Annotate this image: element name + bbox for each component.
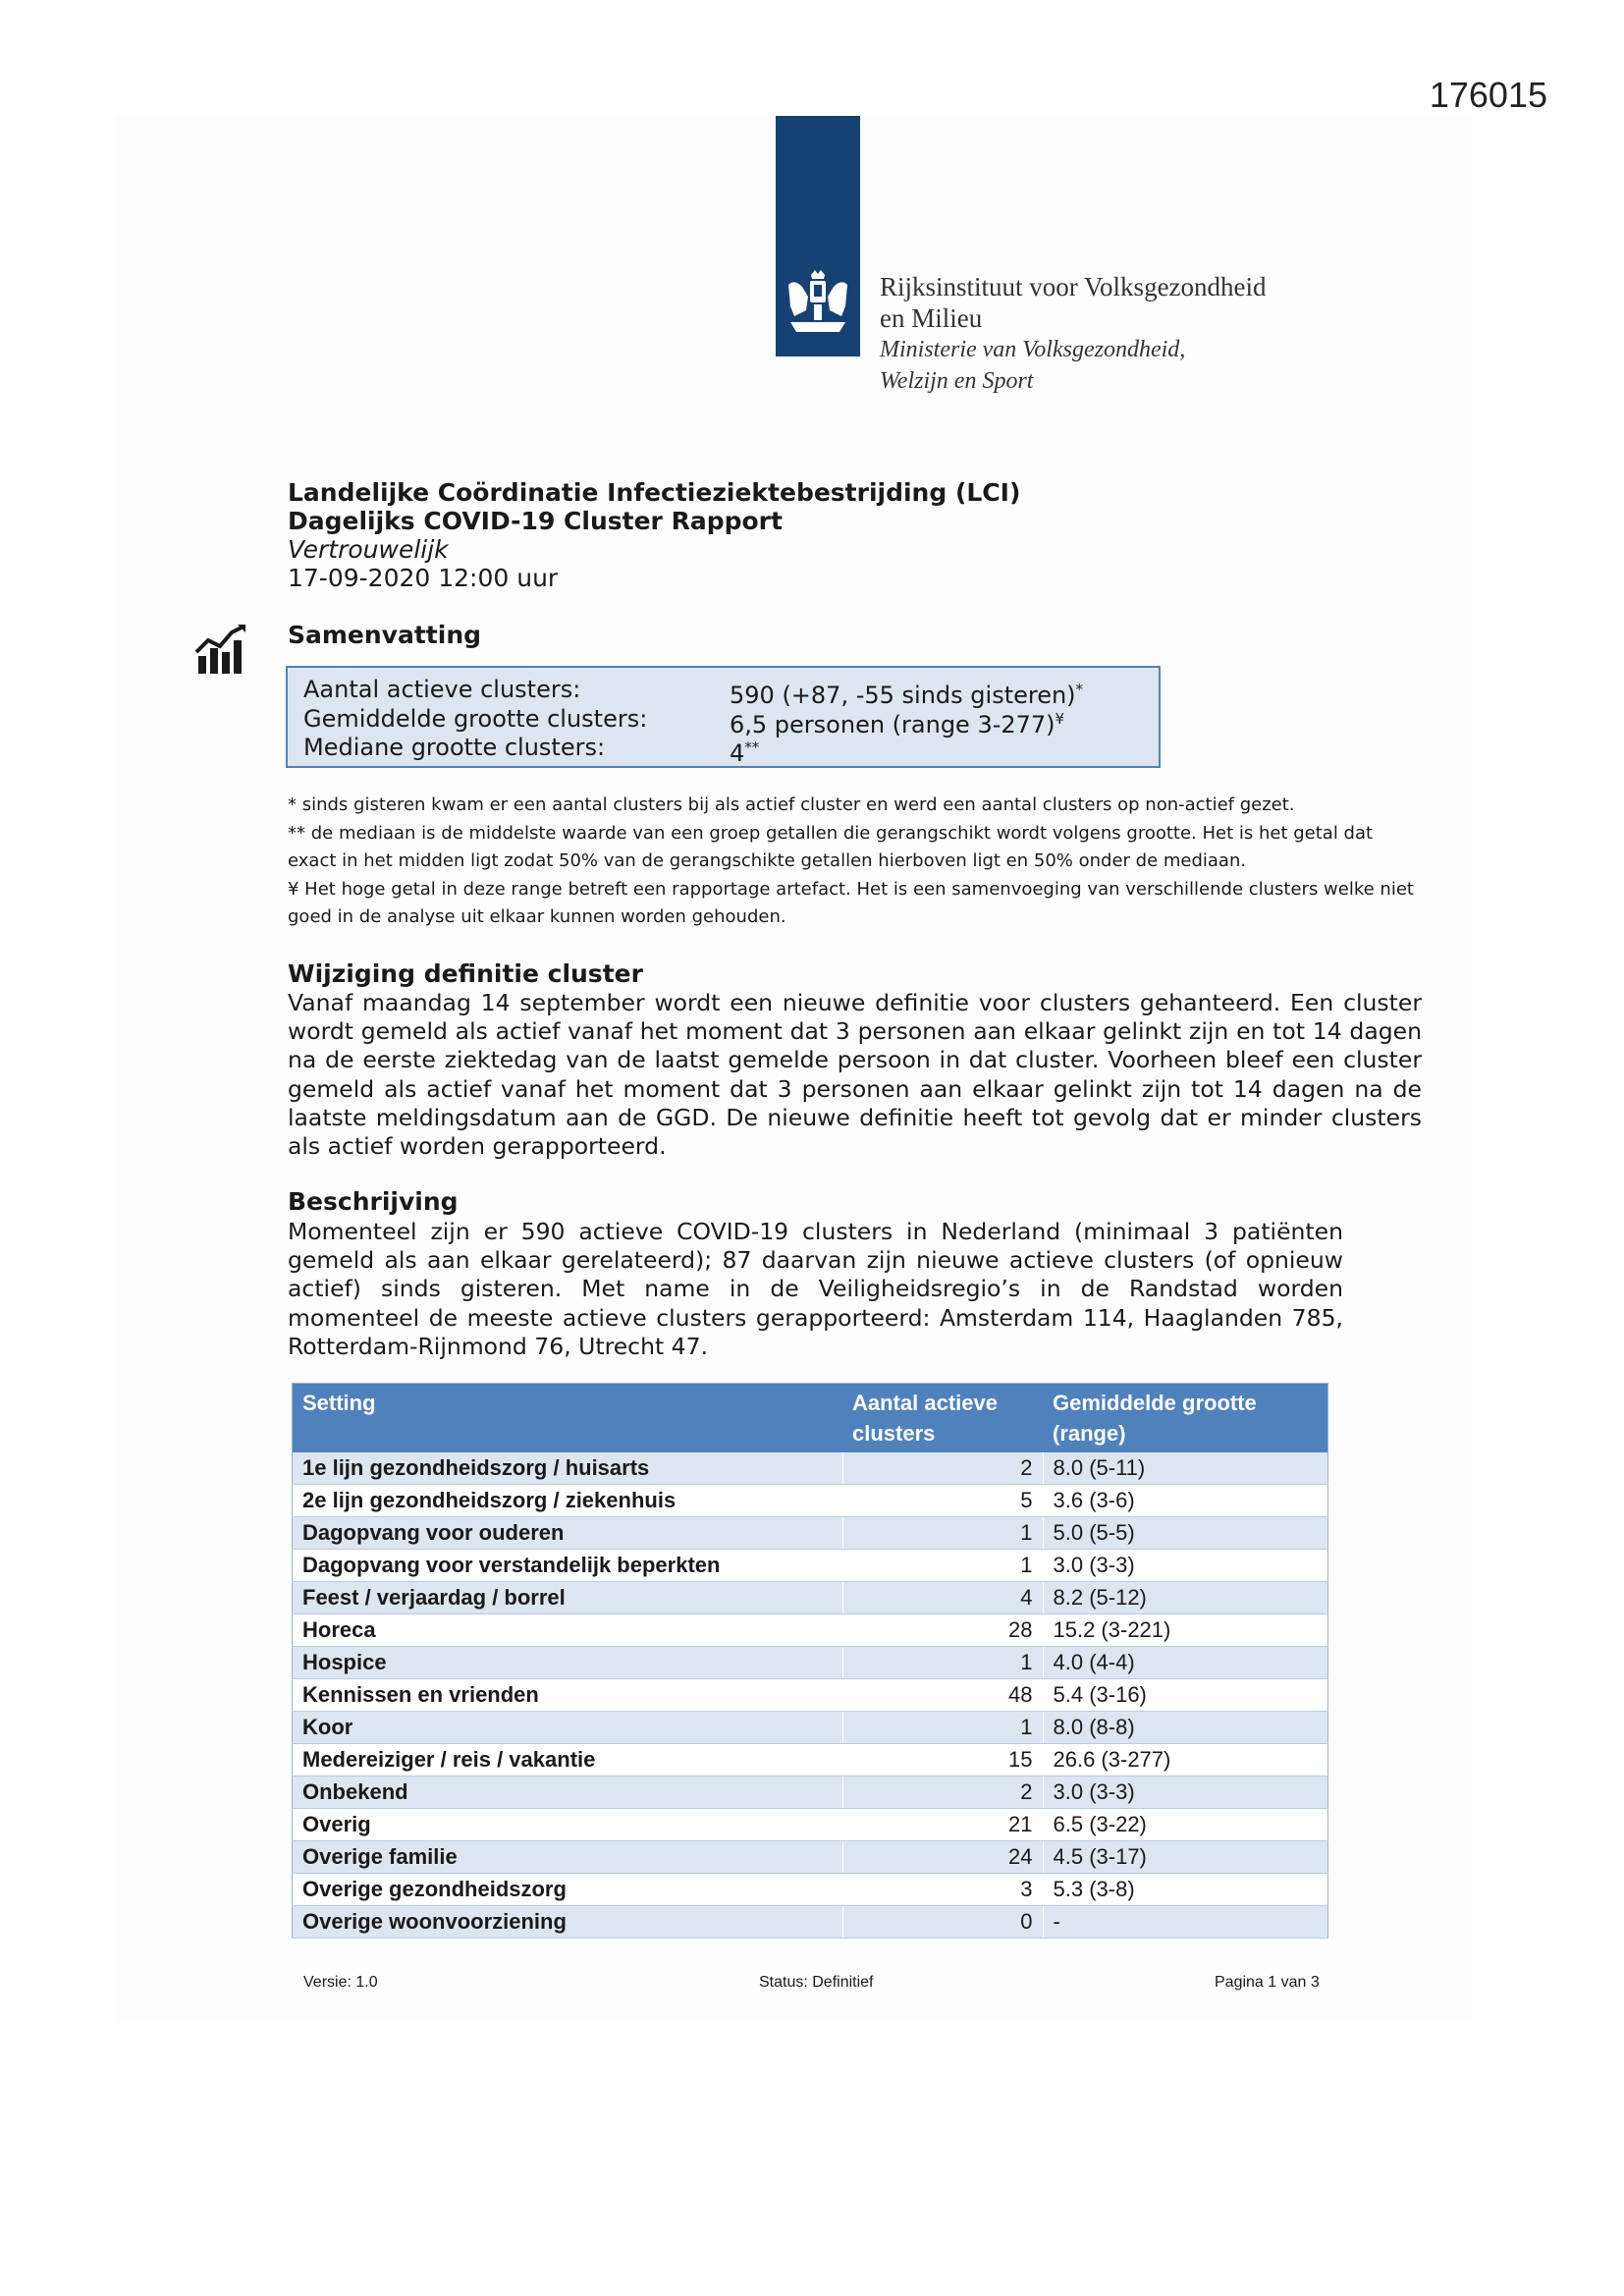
cell-count: 4: [842, 1582, 1043, 1614]
settings-table: [292, 1383, 1328, 1939]
cell-count: 21: [842, 1809, 1043, 1841]
cell-size: 8.2 (5-12): [1043, 1582, 1328, 1614]
cell-count: 24: [842, 1841, 1043, 1874]
footer-page-number: Pagina 1 van 3: [1215, 1974, 1320, 1991]
footnote-mark: ¥: [1055, 710, 1065, 728]
cell-count: 0: [842, 1906, 1043, 1939]
cell-setting: Feest / verjaardag / borrel: [293, 1582, 843, 1614]
table-row: [293, 1744, 1328, 1777]
table-row: [293, 1841, 1328, 1874]
footer-status: Status: Definitief: [759, 1974, 874, 1991]
cell-size: 4.0 (4-4): [1043, 1647, 1328, 1679]
classification-label: Vertrouwelijk: [288, 535, 449, 564]
organisation-title: Landelijke Coördinatie Infectieziektebestrijding (LCI): [288, 478, 1021, 507]
definition-text: Vanaf maandag 14 september wordt een nieuwe definitie voor clusters gehanteerd. Een cluster wordt gemeld als actief vanaf het moment dat 3 personen aan elkaar gelinkt zijn en tot 14 dagen na de eerste ziektedag van de laatst gemelde persoon in dat cluster. Voorheen bleef een cluster gemeld als actief vanaf het moment dat 3 personen aan elkaar gelinkt zijn tot 14 dagen na de laatste meldingsdatum aan de GGD. De nieuwe definitie heeft tot gevolg dat er minder clusters als actief worden gerapporteerd.: [288, 989, 1422, 1161]
footnote: ** de mediaan is de middelste waarde van een groep getallen die gerangschikt wordt volgens grootte. Het is het getal dat exact in het midden ligt zodat 50% van de gerangschikte getallen hierboven ligt en 50% onder de mediaan.: [288, 822, 1374, 871]
logo-line-2: en Milieu: [880, 303, 983, 333]
cell-size: 26.6 (3-277): [1043, 1744, 1328, 1777]
table-header-row: [293, 1384, 1328, 1453]
summary-value-text: 590 (+87, -55 sinds gisteren): [730, 682, 1076, 709]
report-datetime: 17-09-2020 12:00 uur: [288, 564, 559, 592]
description-text: Momenteel zijn er 590 actieve COVID-19 clusters in Nederland (minimaal 3 patiënten gemeld als aan elkaar gerelateerd); 87 daarvan zijn nieuwe actieve clusters (of opnieuw actief) sinds gisteren. Met name in de Veiligheidsregio’s in de Randstad worden momenteel de meeste actieve clusters gerapporteerd: Amsterdam 114, Haaglanden 785, Rotterdam-Rijnmond 76, Utrecht 47.: [288, 1218, 1343, 1360]
cell-setting: Horeca: [293, 1614, 843, 1647]
summary-label: Gemiddelde grootte clusters:: [303, 705, 648, 733]
cell-size: -: [1043, 1906, 1328, 1939]
cell-size: 5.4 (3-16): [1043, 1679, 1328, 1712]
table-row: [293, 1647, 1328, 1679]
footnote-mark: **: [744, 738, 760, 756]
cell-size: 8.0 (5-11): [1043, 1452, 1328, 1485]
cell-setting: Overig: [293, 1809, 843, 1841]
cell-size: 5.0 (5-5): [1043, 1517, 1328, 1550]
table-row: [293, 1712, 1328, 1744]
description-paragraph: [288, 1218, 1343, 1361]
footer-version: Versie: 1.0: [303, 1974, 378, 1991]
cell-count: 28: [842, 1614, 1043, 1647]
footnotes: [288, 792, 1417, 932]
column-header-count: Aantal actieve clusters: [842, 1384, 1043, 1453]
summary-value-text: 6,5 personen (range 3-277): [730, 711, 1056, 738]
summary-value-text: 4: [730, 739, 745, 767]
summary-label: Aantal actieve clusters:: [303, 676, 581, 703]
cell-count: 1: [842, 1647, 1043, 1679]
footnote: * sinds gisteren kwam er een aantal clusters bij als actief cluster en werd een aantal clusters op non-actief gezet.: [288, 794, 1295, 815]
table-row: [293, 1517, 1328, 1550]
cell-count: 1: [842, 1550, 1043, 1582]
cell-size: 5.3 (3-8): [1043, 1874, 1328, 1906]
report-header: [288, 478, 1020, 592]
cell-setting: Koor: [293, 1712, 843, 1744]
table-row: [293, 1485, 1328, 1517]
table-row: [293, 1874, 1328, 1906]
column-header-setting: Setting: [293, 1384, 843, 1453]
definition-paragraph: [288, 989, 1422, 1161]
summary-box: [286, 666, 1161, 768]
summary-title: Samenvatting: [288, 621, 482, 649]
cell-count: 1: [842, 1517, 1043, 1550]
footnote-mark: *: [1075, 681, 1084, 698]
description-title: Beschrijving: [288, 1187, 459, 1216]
cell-count: 2: [842, 1777, 1043, 1809]
table-row: [293, 1906, 1328, 1939]
cell-setting: Overige gezondheidszorg: [293, 1874, 843, 1906]
cell-setting: Overige familie: [293, 1841, 843, 1874]
cell-size: 3.6 (3-6): [1043, 1485, 1328, 1517]
cell-count: 48: [842, 1679, 1043, 1712]
chart-trend-icon: [194, 623, 247, 676]
table-row: [293, 1777, 1328, 1809]
logo-line-3: Ministerie van Volksgezondheid,: [880, 337, 1186, 362]
cell-size: 15.2 (3-221): [1043, 1614, 1328, 1647]
cell-setting: Overige woonvoorziening: [293, 1906, 843, 1939]
cell-setting: Hospice: [293, 1647, 843, 1679]
summary-value: [730, 733, 759, 768]
definition-title: Wijziging definitie cluster: [288, 959, 643, 988]
cell-count: 5: [842, 1485, 1043, 1517]
cell-count: 2: [842, 1452, 1043, 1485]
cell-size: 3.0 (3-3): [1043, 1550, 1328, 1582]
cell-size: 3.0 (3-3): [1043, 1777, 1328, 1809]
cell-size: 4.5 (3-17): [1043, 1841, 1328, 1874]
cell-count: 3: [842, 1874, 1043, 1906]
coat-of-arms-icon: [781, 267, 855, 340]
summary-value: [730, 704, 1064, 739]
table-row: [293, 1582, 1328, 1614]
logo-line-1: Rijksinstituut voor Volksgezondheid: [880, 272, 1267, 301]
table-row: [293, 1452, 1328, 1485]
cell-setting: Medereiziger / reis / vakantie: [293, 1744, 843, 1777]
report-title: Dagelijks COVID-19 Cluster Rapport: [288, 507, 783, 535]
cell-setting: Dagopvang voor verstandelijk beperkten: [293, 1550, 843, 1582]
cell-count: 1: [842, 1712, 1043, 1744]
footnote: ¥ Het hoge getal in deze range betreft een rapportage artefact. Het is een samenvoeging van verschillende clusters welke niet goed in de analyse uit elkaar kunnen worden gehouden.: [288, 878, 1414, 927]
table-row: [293, 1550, 1328, 1582]
logo-text: [880, 271, 1267, 397]
document-number: 176015: [1429, 75, 1547, 115]
table-body: [293, 1452, 1328, 1939]
summary-label: Mediane grootte clusters:: [303, 734, 606, 761]
table-row: [293, 1809, 1328, 1841]
cell-setting: Dagopvang voor ouderen: [293, 1517, 843, 1550]
cell-size: 6.5 (3-22): [1043, 1809, 1328, 1841]
table-row: [293, 1614, 1328, 1647]
cell-setting: 2e lijn gezondheidszorg / ziekenhuis: [293, 1485, 843, 1517]
cell-setting: Onbekend: [293, 1777, 843, 1809]
cell-setting: 1e lijn gezondheidszorg / huisarts: [293, 1452, 843, 1485]
cell-setting: Kennissen en vrienden: [293, 1679, 843, 1712]
cell-count: 15: [842, 1744, 1043, 1777]
table-row: [293, 1679, 1328, 1712]
cell-size: 8.0 (8-8): [1043, 1712, 1328, 1744]
column-header-size: Gemiddelde grootte (range): [1043, 1384, 1328, 1453]
logo-line-4: Welzijn en Sport: [880, 368, 1034, 394]
